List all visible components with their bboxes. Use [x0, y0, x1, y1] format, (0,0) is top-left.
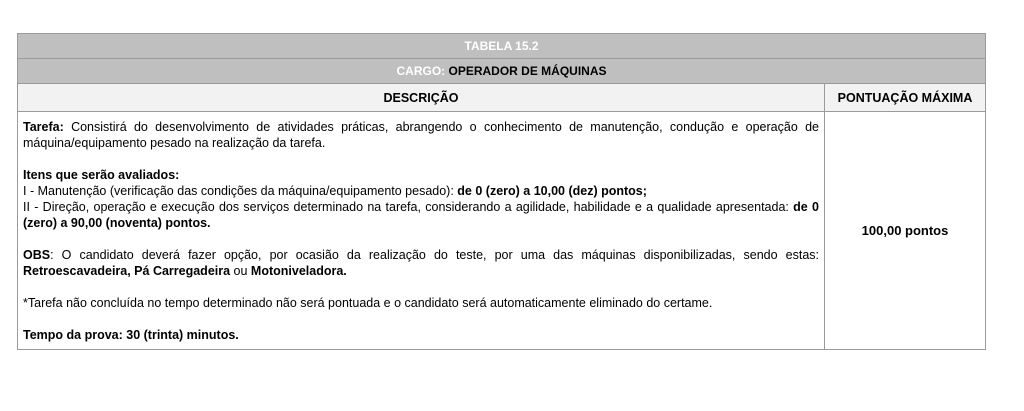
score-table	[17, 33, 986, 350]
table-title-row	[18, 34, 986, 59]
itens-heading	[23, 167, 819, 183]
item-2-score: de 0 (zero) a 90,00 (noventa) pontos.	[23, 200, 819, 230]
tempo-paragraph	[23, 327, 819, 343]
description-cell	[18, 112, 825, 350]
header-row	[18, 84, 986, 112]
obs-machine-1: Retroescavadeira, Pá Carregadeira	[23, 264, 231, 278]
cargo-value: OPERADOR DE MÁQUINAS	[448, 64, 607, 78]
header-description: DESCRIÇÃO	[18, 84, 825, 112]
item-2-text: II - Direção, operação e execução dos serviços determinado na tarefa, considerando a agilidade, habilidade e a qualidade apresentada:	[23, 200, 794, 214]
tarefa-label: Tarefa:	[23, 120, 64, 134]
cargo-row	[18, 59, 986, 84]
item-1	[23, 183, 819, 199]
obs-or: ou	[230, 264, 251, 278]
item-1-score: de 0 (zero) a 10,00 (dez) pontos;	[457, 184, 647, 198]
itens-label: Itens que serão avaliados:	[23, 168, 180, 182]
item-2	[23, 199, 819, 231]
tarefa-paragraph	[23, 119, 819, 151]
header-max-score: PONTUAÇÃO MÁXIMA	[825, 84, 986, 112]
cargo-label: CARGO:	[396, 64, 446, 78]
note-paragraph: *Tarefa não concluída no tempo determinado não será pontuada e o candidato será automaticamente eliminado do certame.	[23, 296, 713, 310]
table-title: TABELA 15.2	[18, 34, 986, 59]
obs-text: : O candidato deverá fazer opção, por ocasião da realização do teste, por uma das máquinas disponibilizadas, sendo estas:	[50, 248, 819, 262]
max-score-value: 100,00 pontos	[825, 112, 986, 350]
tempo-text: Tempo da prova: 30 (trinta) minutos.	[23, 328, 239, 342]
table-container	[17, 33, 985, 350]
content-row	[18, 112, 986, 350]
cargo-cell	[18, 59, 986, 84]
obs-label: OBS	[23, 248, 51, 262]
obs-paragraph	[23, 247, 819, 279]
item-1-text: I - Manutenção (verificação das condições da máquina/equipamento pesado):	[23, 184, 458, 198]
tarefa-text: Consistirá do desenvolvimento de atividades práticas, abrangendo o conhecimento de manutenção, condução e operação de máquina/equipamento pesado na realização da tarefa.	[23, 120, 819, 150]
obs-machine-2: Motoniveladora.	[250, 264, 347, 278]
